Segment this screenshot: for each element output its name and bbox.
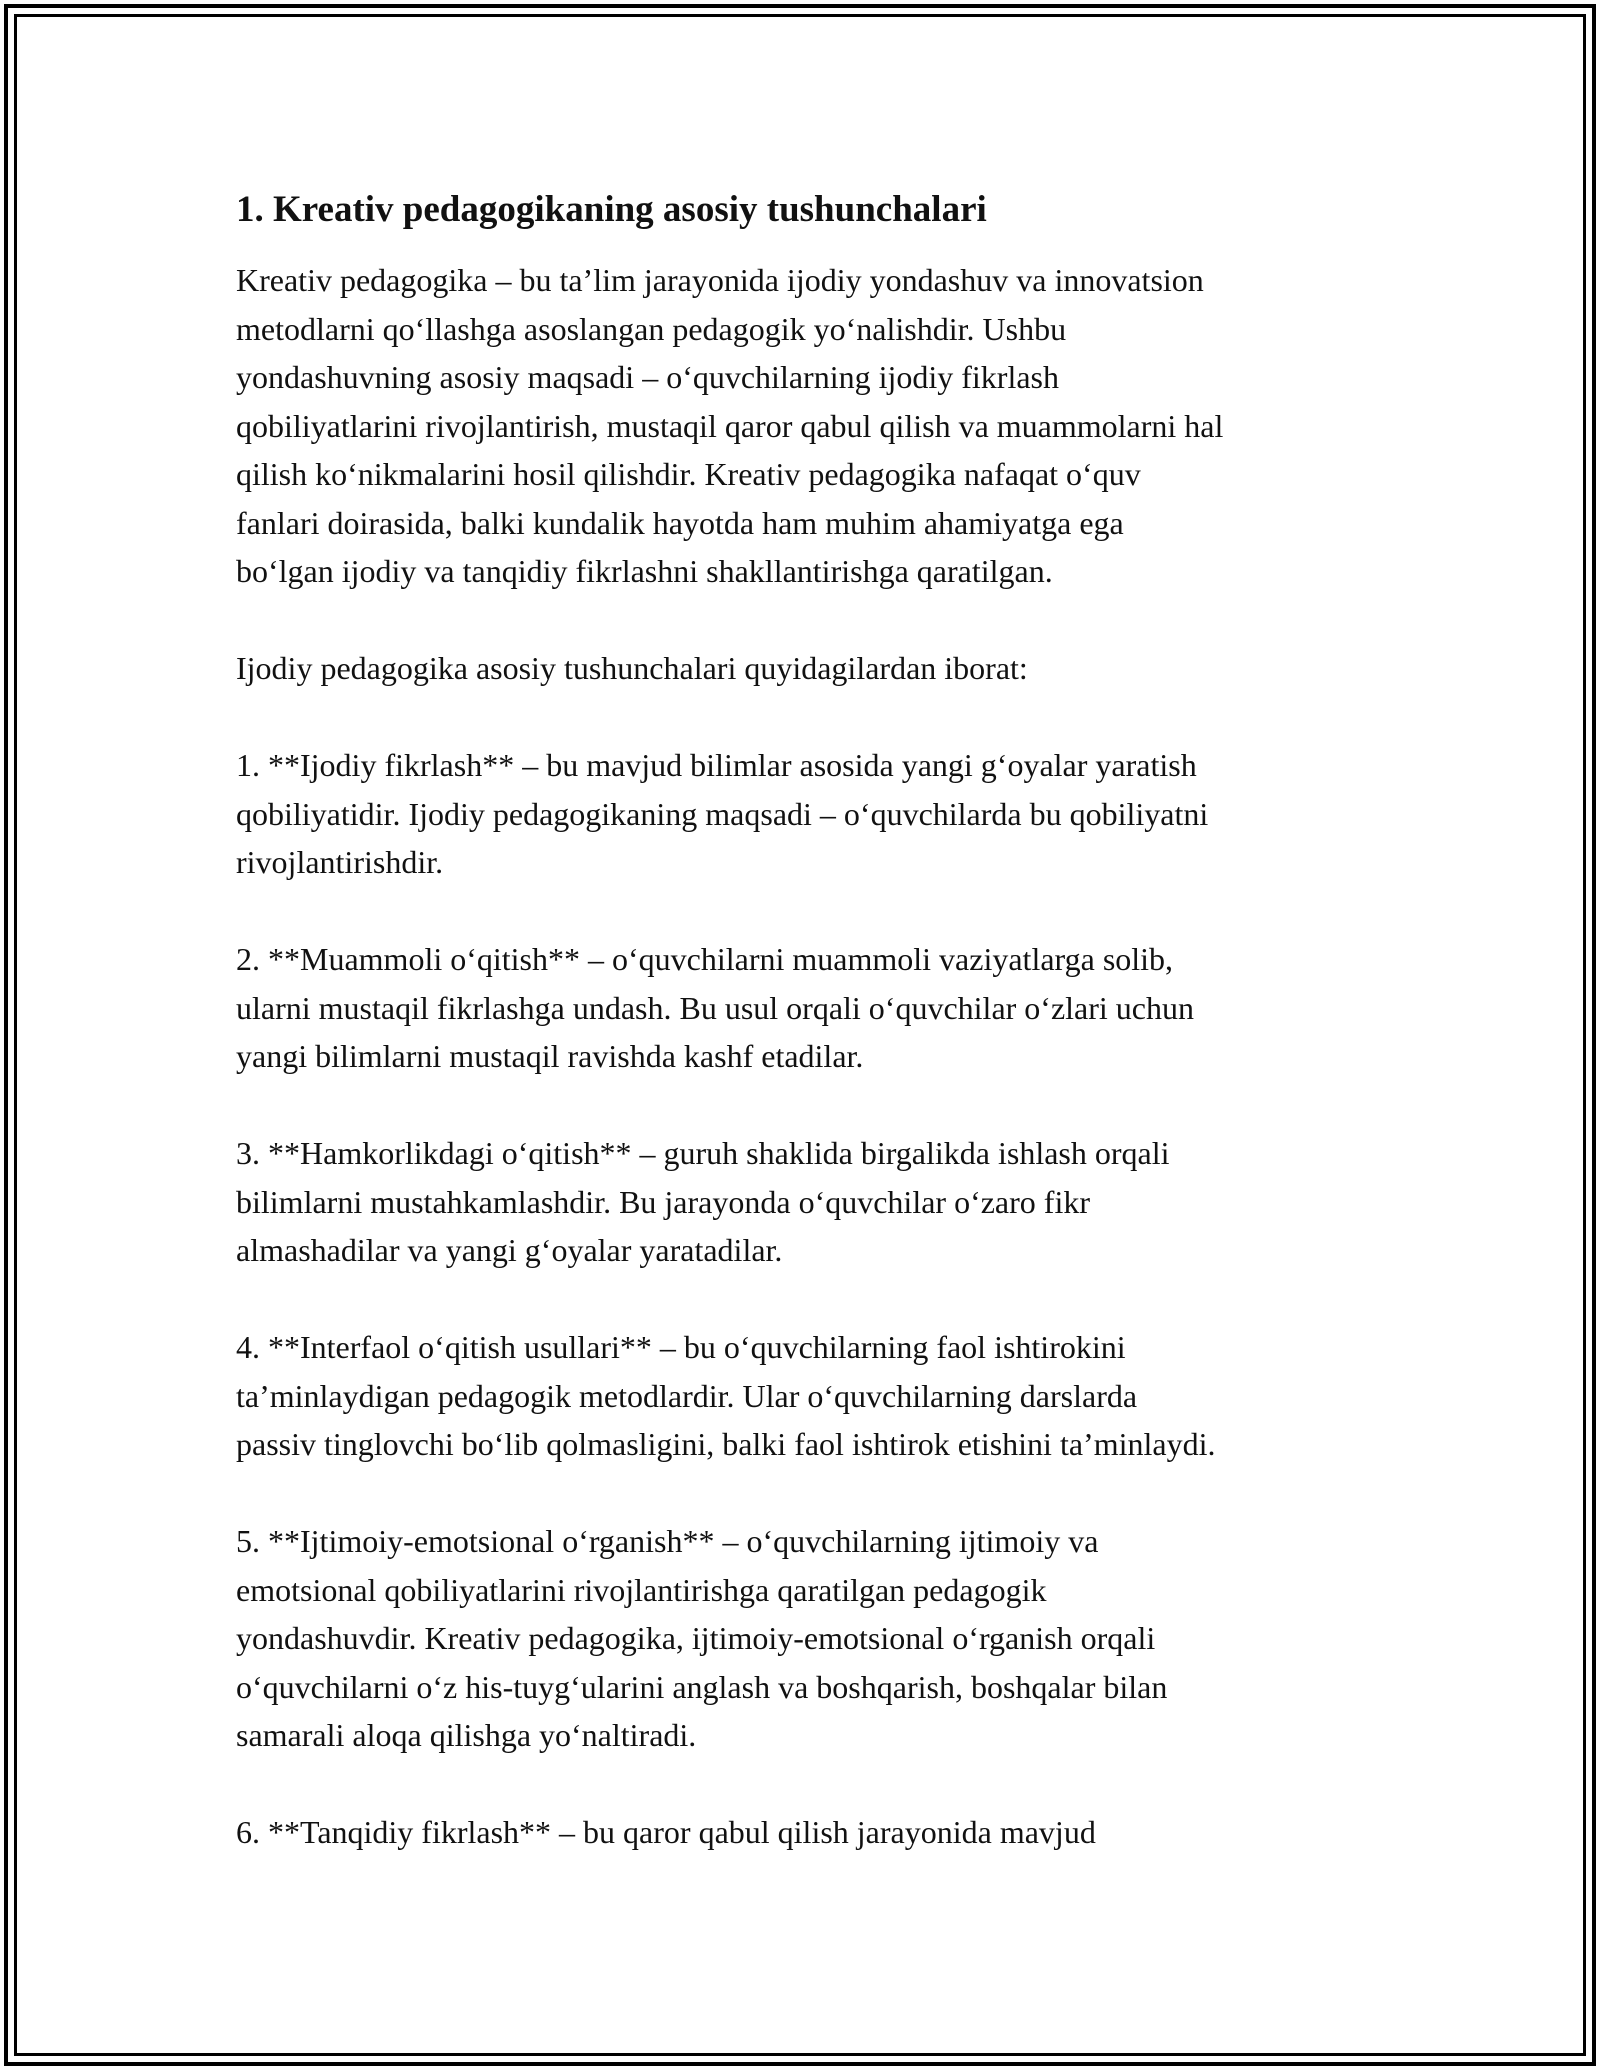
- paragraph-line: bo‘lgan ijodiy va tanqidiy fikrlashni shakllantirishga qaratilgan.: [236, 553, 1053, 589]
- paragraph-line: yondashuvdir. Kreativ pedagogika, ijtimoiy-emotsional o‘rganish orqali: [236, 1620, 1156, 1656]
- paragraph-line: passiv tinglovchi bo‘lib qolmasligini, balki faol ishtirok etishini ta’minlaydi.: [236, 1426, 1216, 1462]
- paragraph-line: ta’minlaydigan pedagogik metodlardir. Ular o‘quvchilarning darslarda: [236, 1377, 1138, 1414]
- paragraph-line: fanlari doirasida, balki kundalik hayotda ham muhim ahamiyatga ega: [236, 504, 1124, 541]
- list-item-muammoli-oqitish: [236, 935, 1386, 1081]
- list-item-hamkorlikdagi-oqitish: [236, 1129, 1386, 1275]
- paragraph-line: 1. **Ijodiy fikrlash** – bu mavjud bilimlar asosida yangi g‘oyalar yaratish: [236, 747, 1197, 783]
- paragraph-line: 4. **Interfaol o‘qitish usullari** – bu o‘quvchilarning faol ishtirokini: [236, 1329, 1126, 1365]
- paragraph-line: yondashuvning asosiy maqsadi – o‘quvchilarning ijodiy fikrlash: [236, 359, 1059, 395]
- list-item-ijtimoiy-emotsional: [236, 1517, 1386, 1760]
- paragraph-line: 2. **Muammoli o‘qitish** – o‘quvchilarni muammoli vaziyatlarga solib,: [236, 941, 1174, 977]
- paragraph-line: rivojlantirishdir.: [236, 844, 444, 880]
- list-intro-paragraph: [236, 644, 1386, 693]
- paragraph-line: 6. **Tanqidiy fikrlash** – bu qaror qabul qilish jarayonida mavjud: [236, 1814, 1096, 1850]
- paragraph-line: 5. **Ijtimoiy-emotsional o‘rganish** – o‘quvchilarning ijtimoiy va: [236, 1523, 1099, 1559]
- document-body: [236, 186, 1386, 1905]
- section-heading: 1. Kreativ pedagogikaning asosiy tushunchalari: [236, 189, 987, 230]
- paragraph-line: yangi bilimlarni mustaqil ravishda kashf etadilar.: [236, 1038, 864, 1074]
- paragraph-line: almashadilar va yangi g‘oyalar yaratadilar.: [236, 1232, 783, 1268]
- paragraph-line: bilimlarni mustahkamlashdir. Bu jarayonda o‘quvchilar o‘zaro fikr: [236, 1183, 1090, 1220]
- paragraph-line: qobiliyatlarini rivojlantirish, mustaqil qaror qabul qilish va muammolarni hal: [236, 407, 1224, 444]
- paragraph-line: emotsional qobiliyatlarini rivojlantirishga qaratilgan pedagogik: [236, 1571, 1047, 1608]
- list-item-ijodiy-fikrlash: [236, 741, 1386, 887]
- paragraph-line: o‘quvchilarni o‘z his-tuyg‘ularini anglash va boshqarish, boshqalar bilan: [236, 1668, 1168, 1705]
- paragraph-line: metodlarni qo‘llashga asoslangan pedagogik yo‘nalishdir. Ushbu: [236, 310, 1067, 347]
- paragraph-line: Ijodiy pedagogika asosiy tushunchalari quyidagilardan iborat:: [236, 650, 1028, 686]
- paragraph-line: Kreativ pedagogika – bu ta’lim jarayonida ijodiy yondashuv va innovatsion: [236, 262, 1204, 298]
- paragraph-line: 3. **Hamkorlikdagi o‘qitish** – guruh shaklida birgalikda ishlash orqali: [236, 1135, 1170, 1171]
- list-item-tanqidiy-fikrlash: [236, 1808, 1386, 1857]
- paragraph-line: samarali aloqa qilishga yo‘naltiradi.: [236, 1717, 697, 1753]
- paragraph-line: qilish ko‘nikmalarini hosil qilishdir. Kreativ pedagogika nafaqat o‘quv: [236, 456, 1141, 492]
- list-item-interfaol-oqitish: [236, 1323, 1386, 1469]
- intro-paragraph: [236, 256, 1386, 596]
- paragraph-line: ularni mustaqil fikrlashga undash. Bu usul orqali o‘quvchilar o‘zlari uchun: [236, 989, 1194, 1026]
- paragraph-line: qobiliyatidir. Ijodiy pedagogikaning maqsadi – o‘quvchilarda bu qobiliyatni: [236, 795, 1209, 832]
